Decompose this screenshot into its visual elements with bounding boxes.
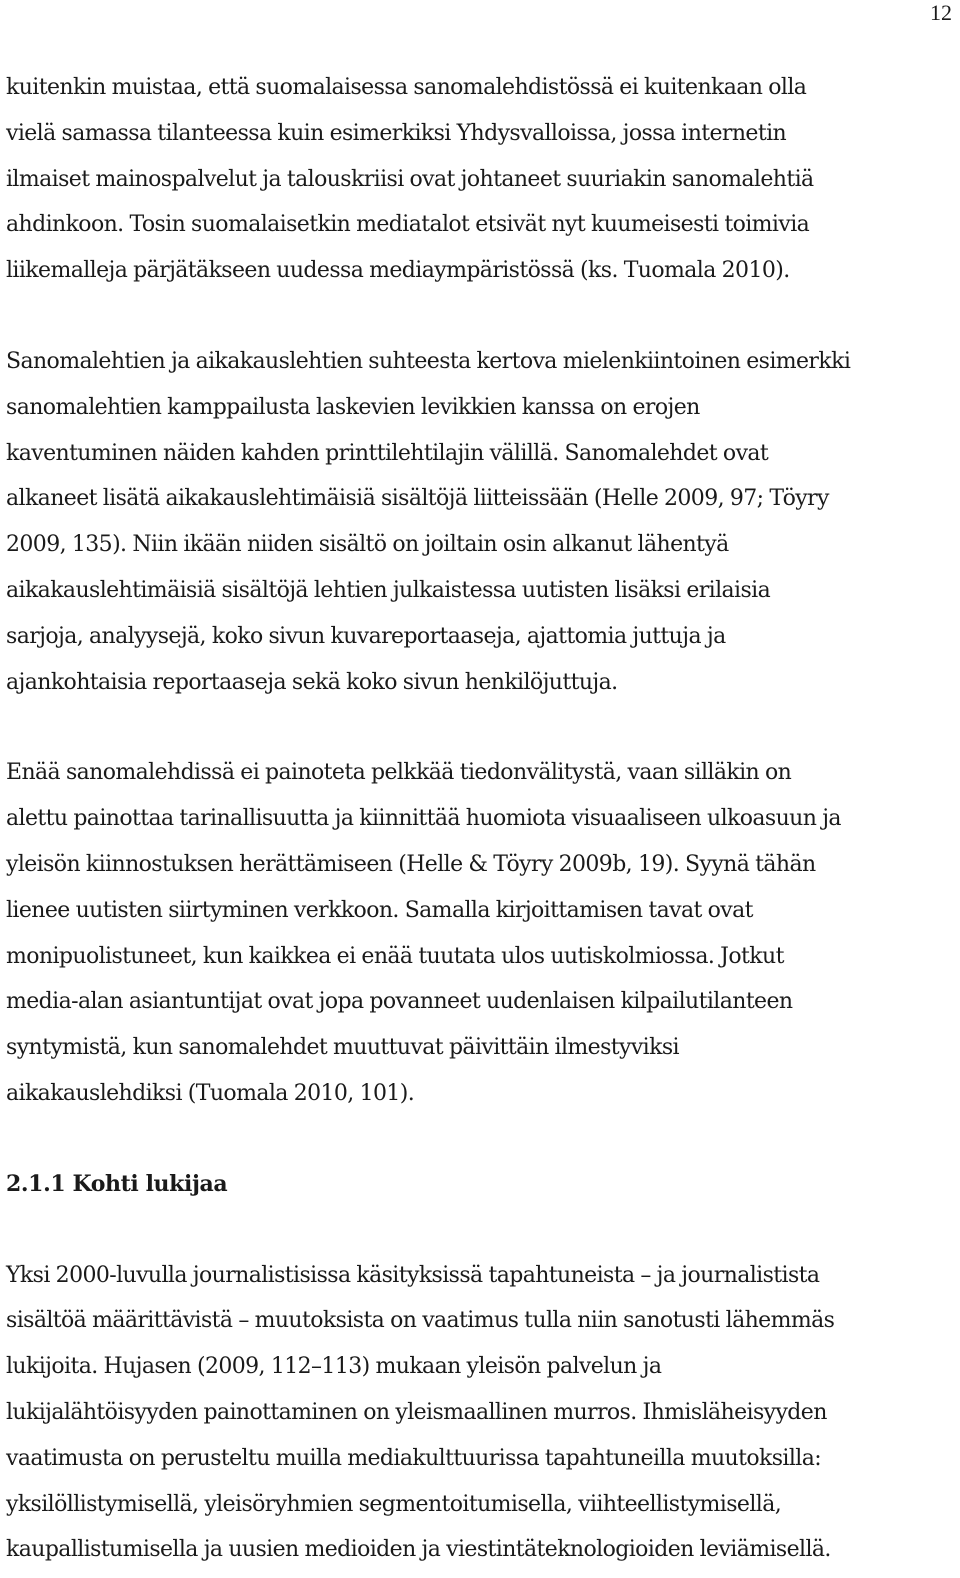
text-line: lukijoita. Hujasen (2009, 112–113) mukaan yleisön palvelun ja xyxy=(6,1354,662,1380)
text-line: liikemalleja pärjätäkseen uudessa mediaympäristössä (ks. Tuomala 2010). xyxy=(6,258,790,284)
text-line: alettu painottaa tarinallisuutta ja kiinnittää huomiota visuaaliseen ulkoasuun ja xyxy=(6,806,841,832)
page-number: 12 xyxy=(930,0,952,25)
text-line: Sanomalehtien ja aikakauslehtien suhteesta kertova mielenkiintoinen esimerkki xyxy=(6,348,851,374)
text-line: ajankohtaisia reportaaseja sekä koko sivun henkilöjuttuja. xyxy=(6,669,618,695)
text-line: kaupallistumisella ja uusien medioiden ja viestintäteknologioiden leviämisellä. xyxy=(6,1537,831,1563)
text-line: Yksi 2000-luvulla journalistisissa käsityksissä tapahtuneista – ja journalistista xyxy=(6,1262,820,1288)
text-line: aikakauslehtimäisiä sisältöjä lehtien julkaistessa uutisten lisäksi erilaisia xyxy=(6,577,771,603)
text-line: sarjoja, analyysejä, koko sivun kuvareportaaseja, ajattomia juttuja ja xyxy=(6,623,726,649)
text-line: vielä samassa tilanteessa kuin esimerkiksi Yhdysvalloissa, jossa internetin xyxy=(6,120,787,146)
text-line: kaventuminen näiden kahden printtilehtilajin välillä. Sanomalehdet ovat xyxy=(6,440,769,466)
text-line: lukijalähtöisyyden painottaminen on yleismaallinen murros. Ihmisläheisyyden xyxy=(6,1399,827,1425)
text-line: lienee uutisten siirtyminen verkkoon. Samalla kirjoittamisen tavat ovat xyxy=(6,897,753,923)
text-line: yleisön kiinnostuksen herättämiseen (Helle & Töyry 2009b, 19). Syynä tähän xyxy=(6,851,816,877)
text-line: vaatimusta on perusteltu muilla mediakulttuurissa tapahtuneilla muutoksilla: xyxy=(6,1445,822,1471)
text-line: ilmaiset mainospalvelut ja talouskriisi ovat johtaneet suuriakin sanomalehtiä xyxy=(6,166,814,192)
text-line: monipuolistuneet, kun kaikkea ei enää tuutata ulos uutiskolmiossa. Jotkut xyxy=(6,943,784,969)
text-line: syntymistä, kun sanomalehdet muuttuvat päivittäin ilmestyviksi xyxy=(6,1035,679,1061)
paragraph-1 xyxy=(6,65,952,294)
text-line: sisältöä määrittävistä – muutoksista on vaatimus tulla niin sanotusti lähemmäs xyxy=(6,1308,835,1334)
text-line: media-alan asiantuntijat ovat jopa povanneet uudenlaisen kilpailutilanteen xyxy=(6,989,793,1015)
text-line: aikakauslehdiksi (Tuomala 2010, 101). xyxy=(6,1080,415,1106)
text-line: sanomalehtien kamppailusta laskevien levikkien kanssa on erojen xyxy=(6,394,700,420)
paragraph-3 xyxy=(6,750,952,1116)
text-line: Enää sanomalehdissä ei painoteta pelkkää tiedonvälitystä, vaan silläkin on xyxy=(6,760,792,786)
text-line: 2009, 135). Niin ikään niiden sisältö on joiltain osin alkanut lähentyä xyxy=(6,532,729,558)
section-heading: 2.1.1 Kohti lukijaa xyxy=(6,1170,228,1197)
document-body xyxy=(6,65,952,1573)
text-line: ahdinkoon. Tosin suomalaisetkin mediatalot etsivät nyt kuumeisesti toimivia xyxy=(6,212,810,238)
paragraph-2 xyxy=(6,339,952,705)
text-line: alkaneet lisätä aikakauslehtimäisiä sisältöjä liitteissään (Helle 2009, 97; Töyry xyxy=(6,486,829,512)
text-line: yksilöllistymisellä, yleisöryhmien segmentoitumisella, viihteellistymisellä, xyxy=(6,1491,782,1517)
text-line: kuitenkin muistaa, että suomalaisessa sanomalehdistössä ei kuitenkaan olla xyxy=(6,75,807,100)
paragraph-4 xyxy=(6,1253,952,1574)
